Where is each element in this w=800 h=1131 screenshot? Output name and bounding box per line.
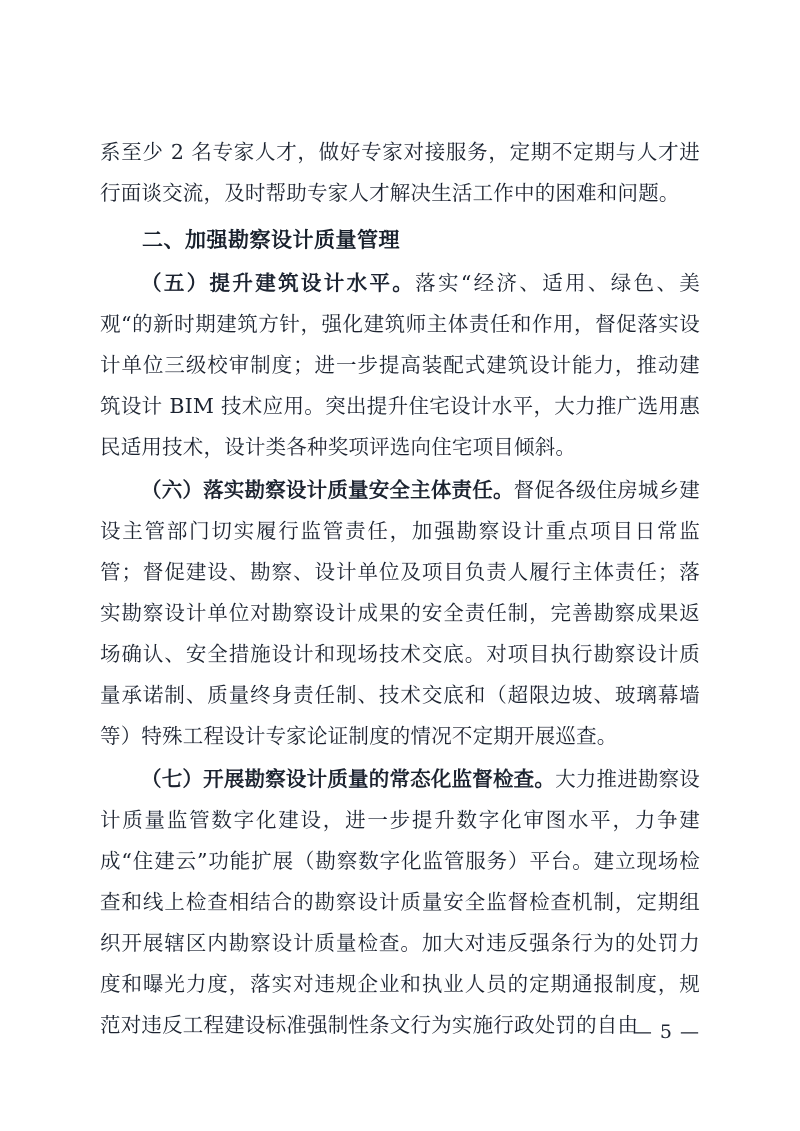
- paragraph-item-7-lead: （七）开展勘察设计质量的常态化监督检查。: [141, 767, 556, 791]
- paragraph-continued: 系至少 2 名专家人才，做好专家对接服务，定期不定期与人才进行面谈交流，及时帮助专家人才解决生活工作中的困难和问题。: [100, 140, 700, 205]
- paragraph-item-5-lead: （五）提升建筑设计水平。: [141, 271, 416, 295]
- paragraph-item-5: [100, 263, 700, 468]
- paragraph-item-6-text: 督促各级住房城乡建设主管部门切实履行监管责任，加强勘察设计重点项目日常监管；督促建设、勘察、设计单位及项目负责人履行主体责任；落实勘察设计单位对勘察设计成果的安全责任制，完善勘察成果返场确认、安全措施设计和现场技术交底。对项目执行勘察设计质量承诺制、质量终身责任制、技术交底和（超限边坡、玻璃幕墙等）特殊工程设计专家论证制度的情况不定期开展巡查。: [100, 478, 700, 748]
- paragraph-item-6: [100, 470, 700, 757]
- document-body: [100, 132, 700, 1048]
- section-heading: 二、加强勘察设计质量管理: [142, 228, 400, 252]
- paragraph-item-5-text: 落实“经济、适用、绿色、美观“的新时期建筑方针，强化建筑师主体责任和作用，督促落实设计单位三级校审制度；进一步提高装配式建筑设计能力，推动建筑设计 BIM 技术应用。突出提升住宅设计水平，大力推广选用惠民适用技术，设计类各种奖项评选向住宅项目倾斜。: [100, 271, 700, 459]
- page-number: — 5 —: [632, 1021, 700, 1043]
- paragraph-item-7: [100, 759, 700, 1046]
- paragraph-item-7-text: 大力推进勘察设计质量监管数字化建设，进一步提升数字化审图水平，力争建成“住建云”功能扩展（勘察数字化监管服务）平台。建立现场检查和线上检查相结合的勘察设计质量安全监督检查机制，定期组织开展辖区内勘察设计质量检查。加大对违反强条行为的处罚力度和曝光力度，落实对违规企业和执业人员的定期通报制度，规范对违反工程建设标准强制性条文行为实施行政处罚的自由: [100, 767, 700, 1037]
- paragraph-item-6-lead: （六）落实勘察设计质量安全主体责任。: [141, 478, 514, 502]
